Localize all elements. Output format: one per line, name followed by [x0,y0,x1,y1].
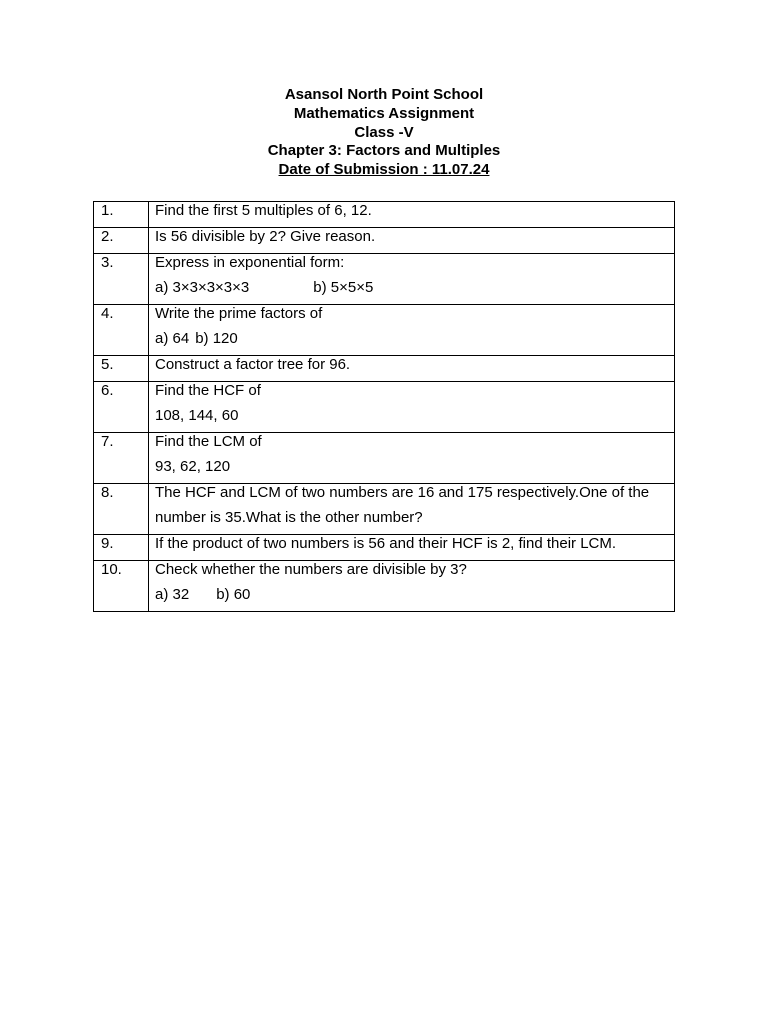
table-row [94,305,675,356]
question-text: Is 56 divisible by 2? Give reason. [149,228,675,254]
table-row [94,561,675,612]
chapter-title: Chapter 3: Factors and Multiples [267,142,501,160]
option-b: b) 120 [195,330,238,347]
option-a: a) 32 [155,586,190,603]
table-row [94,254,675,305]
question-text: Construct a factor tree for 96. [149,356,675,382]
question-number: 8. [94,484,149,535]
question-text: Find the first 5 multiples of 6, 12. [149,202,675,228]
option-a: a) 3×3×3×3×3 [155,279,250,296]
option-a: a) 64 [155,330,190,347]
question-text: Write the prime factors of a) 64 b) 120 [149,305,675,356]
class-label: Class -V [354,123,414,141]
submission-date: Date of Submission : 11.07.24 [278,161,490,179]
table-row [94,535,675,561]
question-options [155,586,670,611]
subject-title: Mathematics Assignment [293,104,475,122]
table-row [94,433,675,484]
table-row [94,382,675,433]
question-text: If the product of two numbers is 56 and their HCF is 2, find their LCM. [149,535,675,561]
document-header [0,86,768,180]
question-number: 7. [94,433,149,484]
question-number: 6. [94,382,149,433]
question-number: 5. [94,356,149,382]
table-row [94,228,675,254]
table-row [94,202,675,228]
question-text: The HCF and LCM of two numbers are 16 and 175 respectively.One of the number is 35.What is the other number? [149,484,675,535]
option-b: b) 5×5×5 [313,279,374,296]
question-options [155,279,670,304]
option-b: b) 60 [216,586,251,603]
question-text: Find the HCF of 108, 144, 60 [149,382,675,433]
question-number: 9. [94,535,149,561]
question-number: 2. [94,228,149,254]
question-number: 4. [94,305,149,356]
table-row [94,356,675,382]
question-number: 3. [94,254,149,305]
table-row [94,484,675,535]
question-number: 1. [94,202,149,228]
question-number: 10. [94,561,149,612]
school-name: Asansol North Point School [284,86,484,103]
question-text: Check whether the numbers are divisible by 3? a) 32 b) 60 [149,561,675,612]
question-text: Find the LCM of 93, 62, 120 [149,433,675,484]
questions-table [93,201,675,612]
question-options [155,330,670,355]
question-text: Express in exponential form: a) 3×3×3×3×3 b) 5×5×5 [149,254,675,305]
